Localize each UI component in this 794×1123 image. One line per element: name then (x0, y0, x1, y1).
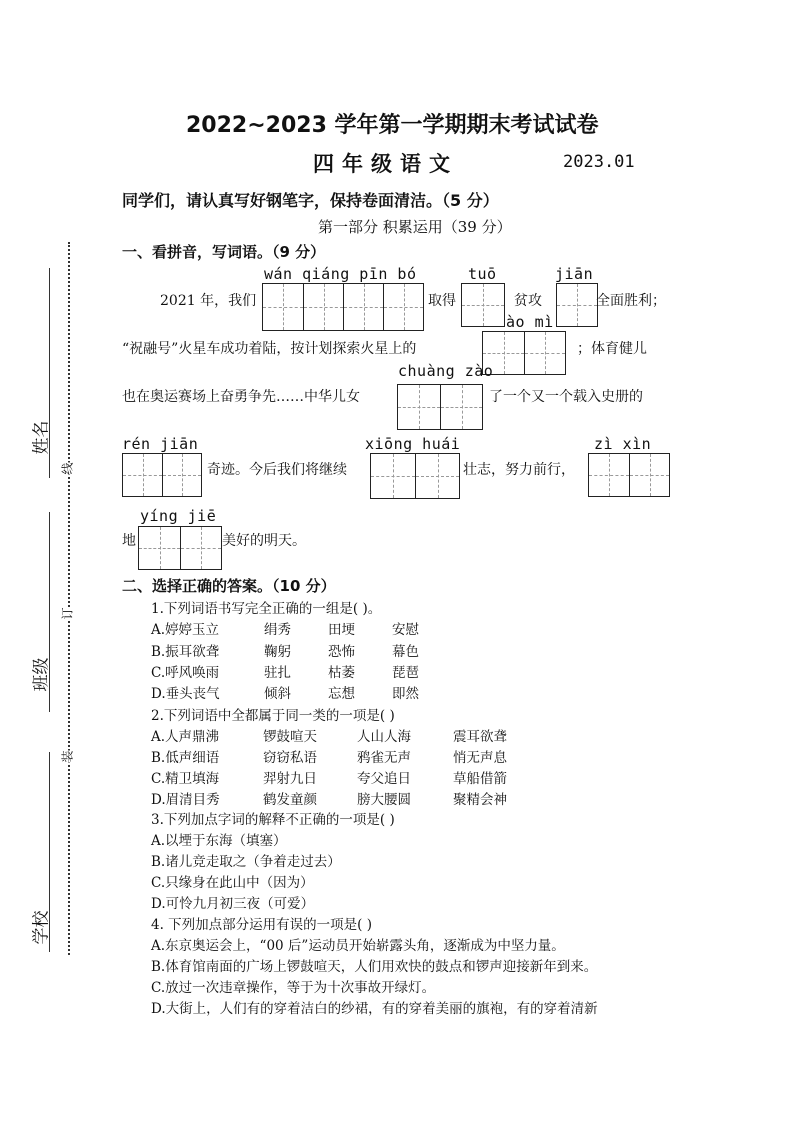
answer-grid-yingjie[interactable] (138, 526, 222, 570)
text-zhuronghao: “祝融号”火星车成功着陆，按计划探索火星上的 (122, 341, 417, 357)
section-one-heading: 一、看拼音，写词语。（9 分） (122, 243, 326, 261)
text-di: 地 (122, 533, 136, 549)
q4-stem: 4. 下列加点部分运用有误的一项是( ) (151, 917, 372, 933)
q2-stem: 2.下列词语中全都属于同一类的一项是( ) (151, 708, 395, 724)
text-zhuangzhi: 壮志，努力前行， (463, 462, 575, 478)
answer-grid-aomi[interactable] (482, 331, 566, 375)
pinyin-yingjie: yíng jiē (140, 507, 217, 525)
text-qiji: 奇迹。今后我们将继续 (207, 462, 347, 478)
q4-option-d[interactable]: D.大街上，人们有的穿着洁白的纱裙，有的穿着美丽的旗袍，有的穿着清新 (151, 1001, 598, 1017)
q3-option-b[interactable]: B.诸儿竞走取之（争着走过去） (151, 854, 341, 870)
answer-grid-chuangzao[interactable] (397, 384, 483, 430)
text-zairushice: 了一个又一个载入史册的 (489, 389, 643, 405)
q1-option-c[interactable]: C.呼风唤雨 驻扎 枯萎 琵琶 (151, 665, 419, 681)
answer-grid-jian[interactable] (556, 283, 598, 327)
text-meihaodemingtian: 美好的明天。 (222, 533, 306, 549)
pinyin-wanqiangpinbo: wán qiáng pīn bó (264, 265, 417, 283)
answer-grid-xionghuai[interactable] (370, 453, 460, 499)
part-one-heading: 第一部分 积累运用（39 分） (318, 218, 512, 236)
pinyin-renjian: rén jiān (122, 435, 199, 453)
q1-option-a[interactable]: A.婷婷玉立 绢秀 田埂 安慰 (151, 622, 419, 638)
text-qude: 取得 (428, 293, 456, 309)
q4-option-a[interactable]: A.东京奥运会上，“00 后”运动员开始崭露头角，逐渐成为中坚力量。 (151, 938, 565, 954)
answer-grid-wanqiangpinbo[interactable] (262, 283, 424, 331)
q1-option-d[interactable]: D.垂头丧气 倾斜 忘想 即然 (151, 686, 419, 702)
name-label: 姓名 (31, 420, 52, 455)
pinyin-zixin: zì xìn (594, 435, 652, 453)
class-label: 班级 (31, 657, 52, 692)
exam-subtitle: 四年级语文 (313, 152, 458, 176)
q3-stem: 3.下列加点字词的解释不正确的一项是( ) (151, 812, 395, 828)
answer-grid-zixin[interactable] (588, 453, 670, 497)
pinyin-xionghuai: xiōng huái (365, 435, 461, 453)
q1-stem: 1.下列词语书写完全正确的一组是( )。 (151, 601, 382, 617)
text-quanmianshengli: 全面胜利； (596, 293, 666, 309)
exam-date: 2023.01 (563, 152, 635, 172)
q3-option-d[interactable]: D.可怜九月初三夜（可爱） (151, 896, 315, 912)
text-aoyunsaichang: 也在奥运赛场上奋勇争先……中华儿女 (122, 389, 360, 405)
q2-option-d[interactable]: D.眉清目秀 鹤发童颜 膀大腰圆 聚精会神 (151, 792, 507, 808)
q2-option-b[interactable]: B.低声细语 窃窃私语 鸦雀无声 悄无声息 (151, 750, 507, 766)
q3-option-c[interactable]: C.只缘身在此山中（因为） (151, 875, 314, 891)
q1-option-b[interactable]: B.振耳欲聋 鞠躬 恐怖 幕色 (151, 644, 419, 660)
school-label: 学校 (31, 910, 52, 945)
pinyin-jian: jiān (555, 265, 594, 283)
pinyin-chuangzao: chuàng zào (398, 362, 494, 380)
binding-dotted-line (68, 242, 70, 955)
binding-ding-mark: 订 (60, 607, 75, 620)
intro-instruction: 同学们，请认真写好钢笔字，保持卷面清洁。（5 分） (122, 191, 499, 210)
section-two-heading: 二、选择正确的答案。（10 分） (122, 577, 336, 595)
q3-option-a[interactable]: A.以堙于东海（填塞） (151, 833, 287, 849)
q4-option-c[interactable]: C.放过一次违章操作，等于为十次事故开绿灯。 (151, 980, 436, 996)
binding-zhuang-mark: 装 (60, 750, 75, 763)
q4-option-b[interactable]: B.体育馆南面的广场上锣鼓喧天，人们用欢快的鼓点和锣声迎接新年到来。 (151, 959, 598, 975)
answer-grid-tuo[interactable] (461, 283, 505, 327)
q2-option-c[interactable]: C.精卫填海 羿射九日 夸父追日 草船借箭 (151, 771, 507, 787)
pinyin-aomi: ào mì (506, 313, 554, 331)
q2-option-a[interactable]: A.人声鼎沸 锣鼓喧天 人山人海 震耳欲聋 (151, 729, 507, 745)
answer-grid-renjian[interactable] (122, 453, 202, 497)
exam-title: 2022~2023 学年第一学期期末考试试卷 (186, 113, 599, 138)
text-pingong: 贫攻 (514, 293, 542, 309)
text-tiyujianer: ；体育健儿 (577, 341, 647, 357)
pinyin-tuo: tuō (468, 265, 497, 283)
text-2021: 2021 年，我们 (160, 293, 257, 309)
binding-line-mark: 线 (60, 462, 75, 475)
